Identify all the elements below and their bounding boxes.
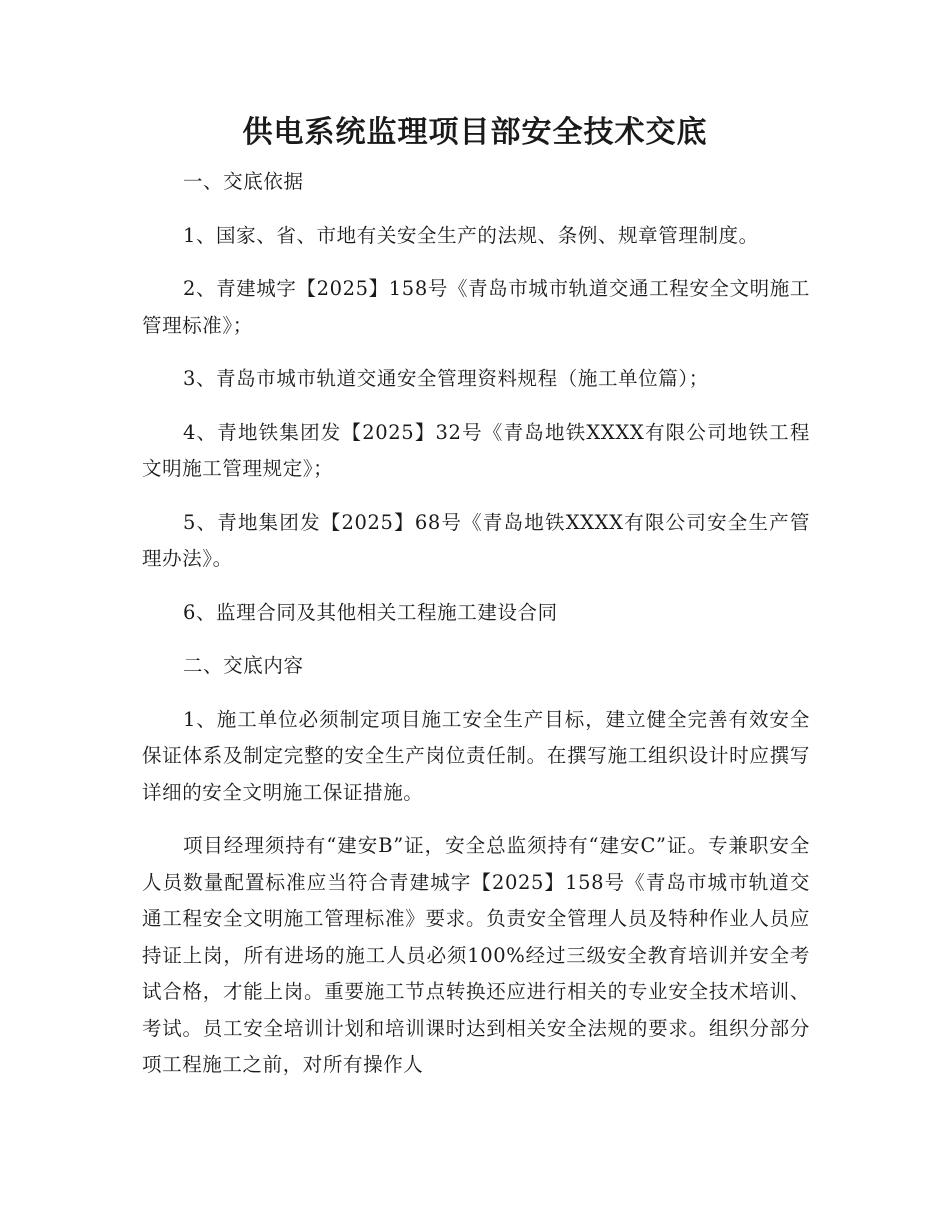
basis-item-5: 5、青地集团发【2025】68号《青岛地铁XXXX有限公司安全生产管理办法》。 <box>142 510 810 570</box>
document-title: 供电系统监理项目部安全技术交底 <box>242 115 708 150</box>
content-paragraph: 项目经理须持有“建安B”证，安全总监须持有“建安C”证。专兼职安全人员数量配置标准应当符合青建城字【2025】158号《青岛市城市轨道交通工程安全文明施工管理标准》要求。负责安全管理人员及特种作业人员应持证上岗，所有进场的施工人员必须100%经过三级安全教育培训并安全考试合格，才能上岗。重要施工节点转换还应进行相关的专业安全技术培训、考试。员工安全培训计划和培训课时达到相关安全法规的要求。组织分部分项工程施工之前，对所有操作人 <box>142 834 810 1076</box>
section-heading-content: 二、交底内容 <box>182 654 304 677</box>
basis-item-6: 6、监理合同及其他相关工程施工建设合同 <box>182 600 558 624</box>
basis-item-3: 3、青岛市城市轨道交通安全管理资料规程（施工单位篇）； <box>182 367 709 390</box>
document-body <box>142 164 810 1084</box>
basis-item-1: 1、国家、省、市地有关安全生产的法规、条例、规章管理制度。 <box>182 223 759 247</box>
content-item-1: 1、施工单位必须制定项目施工安全生产目标，建立健全完善有效安全保证体系及制定完整的安全生产岗位责任制。在撰写施工组织设计时应撰写详细的安全文明施工保证措施。 <box>142 707 810 804</box>
section-heading-basis: 一、交底依据 <box>182 170 304 193</box>
basis-item-4: 4、青地铁集团发【2025】32号《青岛地铁XXXX有限公司地铁工程文明施工管理规定》； <box>142 420 810 480</box>
basis-item-2: 2、青建城字【2025】158号《青岛市城市轨道交通工程安全文明施工管理标准》； <box>142 277 810 337</box>
